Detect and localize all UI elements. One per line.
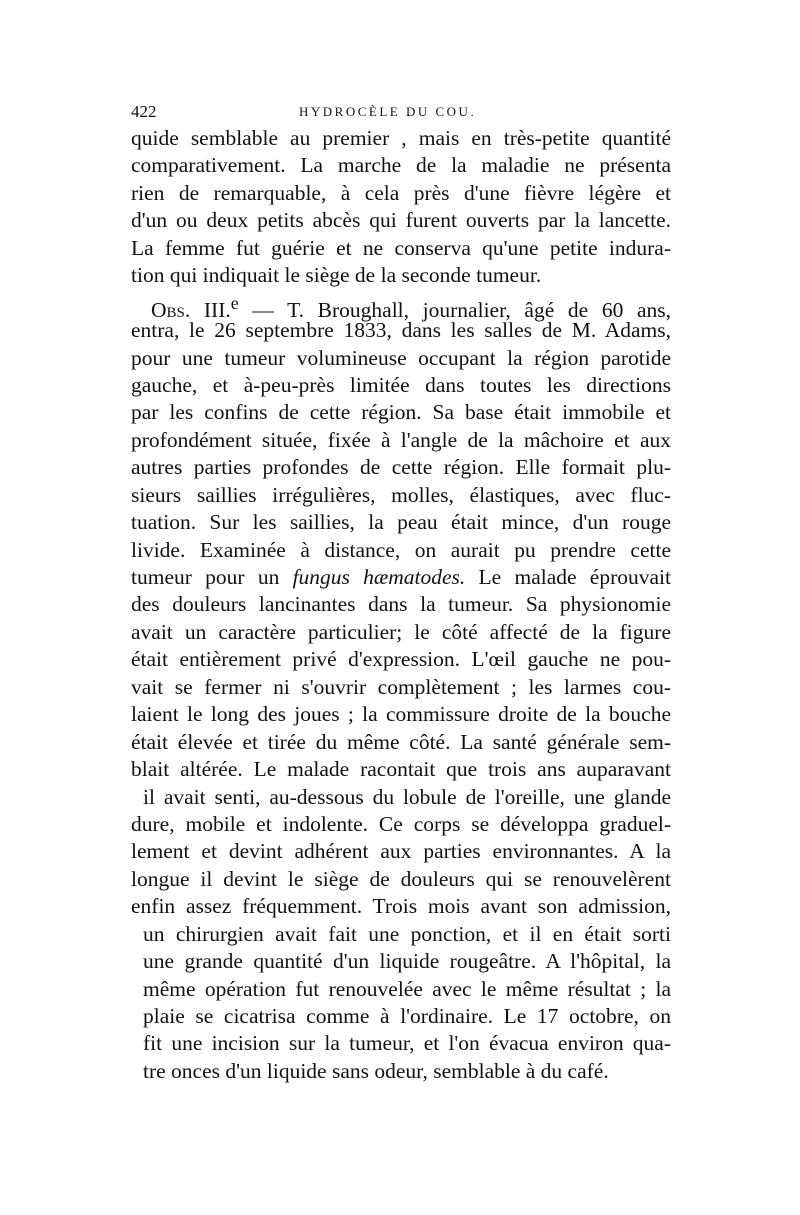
text-line: fit une incision sur la tumeur, et l'on évacua environ qua-	[143, 1031, 671, 1056]
text-line: enfin assez fréquemment. Trois mois avant son admission,	[131, 894, 671, 919]
text-line: même opération fut renouvelée avec le même résultat ; la	[143, 976, 671, 1001]
text-line: pour une tumeur volumineuse occupant la région parotide	[131, 345, 671, 370]
text-line: rien de remarquable, à cela près d'une fièvre légère et	[131, 180, 671, 205]
text-line: par les confins de cette région. Sa base était immobile et	[131, 400, 671, 425]
text-line: un chirurgien avait fait une ponction, et il en était sorti	[143, 921, 671, 946]
text-line: profondément située, fixée à l'angle de la mâchoire et aux	[131, 427, 671, 452]
text-line: gauche, et à-peu-près limitée dans toutes les directions	[131, 372, 671, 397]
text-line: autres parties profondes de cette région. Elle formait plu-	[131, 455, 671, 480]
text-line: blait altérée. Le malade racontait que trois ans auparavant	[131, 757, 671, 782]
text-line: tion qui indiquait le siège de la seconde tumeur.	[131, 263, 542, 288]
text-line: La femme fut guérie et ne conserva qu'une petite indura-	[131, 235, 671, 260]
text-line: plaie se cicatrisa comme à l'ordinaire. Le 17 octobre, on	[143, 1004, 671, 1028]
text-segment: — T. Broughall, journalier, âgé de 60 ans,	[238, 297, 671, 322]
text-line: laient le long des joues ; la commissure droite de la bouche	[131, 702, 671, 727]
text-line: d'un ou deux petits abcès qui furent ouverts par la lancette.	[131, 208, 671, 233]
page-number: 422	[131, 102, 157, 121]
page-header	[131, 102, 671, 126]
observation-heading-line	[131, 290, 671, 322]
italic-term: fungus hæmatodes.	[292, 565, 466, 589]
text-line: sieurs saillies irrégulières, molles, élastiques, avec fluc-	[131, 482, 671, 507]
text-segment: tumeur pour un	[131, 565, 293, 589]
text-line: entra, le 26 septembre 1833, dans les salles de M. Adams,	[131, 318, 671, 343]
observation-superscript: e	[230, 292, 239, 313]
observation-label: Obs. III.	[151, 297, 231, 322]
text-line: des douleurs lancinantes dans la tumeur. Sa physionomie	[131, 592, 671, 617]
running-head: HYDROCÈLE DU COU.	[299, 104, 477, 119]
text-line: comparativement. La marche de la maladie ne présenta	[131, 153, 671, 178]
text-line: il avait senti, au-dessous du lobule de l'oreille, une glande	[143, 784, 671, 809]
text-line: tuation. Sur les saillies, la peau était mince, d'un rouge	[131, 510, 671, 535]
text-line: longue il devint le siège de douleurs qui se renouvelèrent	[131, 866, 671, 891]
text-line: dure, mobile et indolente. Ce corps se développa graduel-	[131, 811, 671, 836]
text-line: vait se fermer ni s'ouvrir complètement ; les larmes cou-	[131, 674, 671, 699]
text-line: était élevée et tirée du même côté. La santé générale sem-	[131, 729, 671, 754]
text-line: tre onces d'un liquide sans odeur, semblable à du café.	[143, 1058, 609, 1083]
text-line-with-italic	[131, 564, 671, 591]
body-text	[131, 125, 671, 1085]
text-line: avait un caractère particulier; le côté affecté de la figure	[131, 619, 671, 644]
text-line: quide semblable au premier , mais en très-petite quantité	[131, 126, 671, 150]
text-line: était entièrement privé d'expression. L'œil gauche ne pou-	[131, 647, 671, 672]
text-line: lement et devint adhérent aux parties environnantes. A la	[131, 839, 671, 864]
text-line: une grande quantité d'un liquide rougeâtre. A l'hôpital, la	[143, 949, 671, 974]
text-segment: Le malade éprouvait	[465, 565, 671, 589]
text-line: livide. Examinée à distance, on aurait pu prendre cette	[131, 537, 671, 562]
